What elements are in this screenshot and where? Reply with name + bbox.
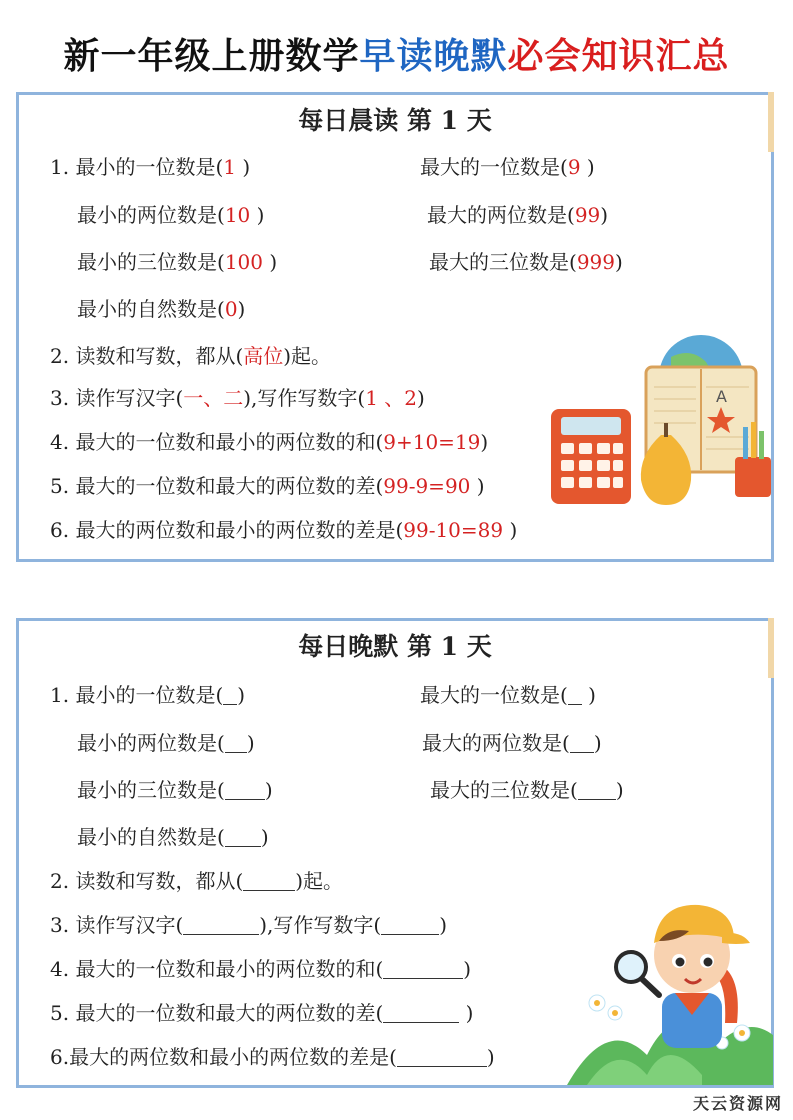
evening-q1-min-three-digit: 最小的三位数是( ) (77, 778, 273, 802)
answer-blank[interactable] (225, 779, 265, 800)
morning-reading-panel (16, 92, 774, 562)
evening-q6: 6.最大的两位数和最小的两位数的差是( ) (50, 1045, 495, 1069)
morning-q4: 4. 最大的一位数和最小的两位数的和(9+10=19) (50, 430, 489, 454)
evening-q1-min-two-digit: 最小的两位数是( ) (77, 731, 255, 755)
evening-q1-min-one-digit: 1. 最小的一位数是( ) (50, 683, 246, 707)
answer-blank[interactable] (568, 684, 582, 705)
answer-blank[interactable] (397, 1046, 487, 1067)
title-part-1: 新一年级上册数学 (63, 36, 360, 77)
answer-blank[interactable] (381, 914, 439, 935)
answer-blank[interactable] (570, 732, 594, 753)
answer-blank[interactable] (578, 779, 616, 800)
morning-q5: 5. 最大的一位数和最大的两位数的差(99-9=90 ) (50, 474, 485, 498)
morning-q1-max-two-digit: 最大的两位数是(99) (427, 203, 609, 227)
morning-q3: 3. 读作写汉字(一、二),写作写数字(1 、2) (50, 386, 425, 410)
page-title (0, 28, 793, 79)
morning-q2: 2. 读数和写数，都从(高位)起。 (50, 344, 332, 368)
evening-heading: 每日晚默 第 1 天 (298, 632, 492, 661)
morning-q6: 6. 最大的两位数和最小的两位数的差是(99-10=89 ) (50, 518, 518, 542)
svg-text:A: A (716, 387, 727, 406)
evening-q5: 5. 最大的一位数和最大的两位数的差( ) (50, 1001, 474, 1025)
evening-q1-min-natural: 最小的自然数是( ) (77, 825, 269, 849)
answer-blank[interactable] (225, 826, 261, 847)
answer-blank[interactable] (223, 684, 237, 705)
evening-q1-max-one-digit: 最大的一位数是( ) (420, 683, 596, 707)
morning-heading: 每日晨读 第 1 天 (298, 106, 492, 135)
watermark: 天云资源网 (692, 1094, 783, 1113)
morning-q1-min-one-digit: 1. 最小的一位数是(1 ) (50, 155, 251, 179)
answer-blank[interactable] (383, 958, 463, 979)
answer-blank[interactable] (243, 870, 295, 891)
title-part-3: 必会知识汇总 (507, 36, 730, 77)
evening-q2: 2. 读数和写数，都从( )起。 (50, 869, 344, 893)
evening-dictation-panel (16, 618, 774, 1088)
morning-q1-max-one-digit: 最大的一位数是(9 ) (420, 155, 595, 179)
evening-q3: 3. 读作写汉字( ),写作写数字( ) (50, 913, 448, 937)
answer-blank[interactable] (225, 732, 247, 753)
title-part-2: 早读晚默 (359, 36, 508, 77)
answer-blank[interactable] (383, 1002, 459, 1023)
morning-q1-min-three-digit: 最小的三位数是(100 ) (77, 250, 278, 274)
morning-q1-min-natural: 最小的自然数是(0) (77, 297, 246, 321)
morning-q1-min-two-digit: 最小的两位数是(10 ) (77, 203, 265, 227)
answer-blank[interactable] (183, 914, 259, 935)
evening-q4: 4. 最大的一位数和最小的两位数的和( ) (50, 957, 472, 981)
morning-q1-max-three-digit: 最大的三位数是(999) (429, 250, 623, 274)
evening-q1-max-three-digit: 最大的三位数是( ) (430, 778, 624, 802)
school-supplies-illustration (551, 327, 773, 507)
evening-q1-max-two-digit: 最大的两位数是( ) (422, 731, 602, 755)
child-with-magnifier-illustration (567, 893, 773, 1085)
